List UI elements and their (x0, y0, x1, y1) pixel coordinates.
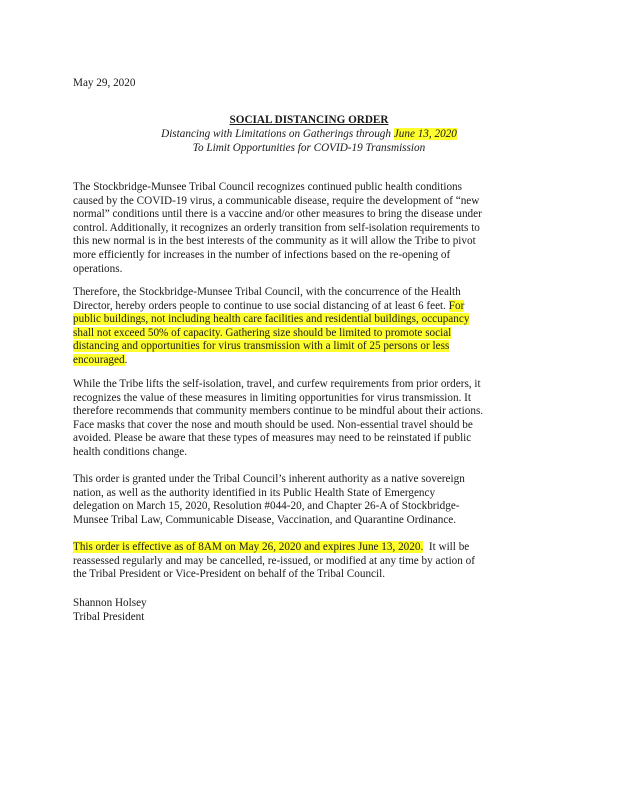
paragraph-line: The Stockbridge-Munsee Tribal Council recognizes continued public health conditions (73, 181, 462, 193)
title-block (73, 113, 545, 155)
paragraph-line: caused by the COVID-19 virus, a communicable disease, require the development of “new (73, 194, 480, 207)
paragraph-recommendations (73, 378, 548, 460)
paragraph-line (73, 541, 548, 555)
paragraph-line (73, 327, 548, 341)
paragraph-line: Therefore, the Stockbridge-Munsee Tribal Council, with the concurrence of the Health (73, 286, 461, 298)
paragraph-recognition (73, 181, 548, 276)
subtitle-line-1 (73, 127, 545, 141)
paragraph-line: health conditions change. (73, 445, 188, 458)
paragraph-line: Munsee Tribal Law, Communicable Disease, Vaccination, and Quarantine Ordinance. (73, 513, 457, 526)
subtitle-line-2: To Limit Opportunities for COVID-19 Transmission (192, 142, 426, 154)
paragraph-text: It will be (423, 541, 470, 553)
highlighted-text: distancing and opportunities for virus transmission with a limit of 25 persons or less (73, 340, 450, 353)
signatory-role: Tribal President (73, 611, 145, 623)
paragraph-line: reassessed regularly and may be cancelled, re-issued, or modified at any time by action of (73, 554, 475, 567)
paragraph-line: operations. (73, 262, 123, 275)
paragraph-line: therefore recommends that community members continue to be mindful about their actions. (73, 405, 484, 418)
paragraph-line: nation, as well as the authority identified in its Public Health State of Emergency (73, 486, 436, 499)
paragraph-line: This order is granted under the Tribal Council’s inherent authority as a native sovereign (73, 473, 465, 485)
subtitle-prefix: Distancing with Limitations on Gatherings through (161, 128, 394, 140)
paragraph-line: the Tribal President or Vice-President on behalf of the Tribal Council. (73, 568, 386, 581)
paragraph-line (73, 354, 548, 368)
paragraph-line: avoided. Please be aware that these types of measures may need to be reinstated if public (73, 432, 472, 445)
paragraph-line: this new normal is in the best interests of the community as it will allow the Tribe to pivot (73, 235, 476, 248)
paragraph-line: While the Tribe lifts the self-isolation, travel, and curfew requirements from prior orders, it (73, 378, 481, 390)
paragraph-text: Director, hereby orders people to continue to use social distancing of at least 6 feet. (73, 299, 449, 312)
paragraph-line: more efficiently for increases in the number of infections based on the re-opening of (73, 248, 451, 261)
highlighted-text: public buildings, not including health care facilities and residential buildings, occupancy (73, 313, 470, 326)
paragraph-line: Face masks that cover the nose and mouth should be used. Non-essential travel should be (73, 418, 473, 431)
paragraph-line: control. Additionally, it recognizes an orderly transition from self-isolation requirements to (73, 221, 480, 234)
paragraph-authority (73, 473, 548, 527)
paragraph-line (73, 313, 548, 327)
paragraph-line (73, 300, 548, 314)
paragraph-line: recognizes the value of these measures in limiting opportunities for virus transmission. It (73, 391, 472, 404)
subtitle-highlight-date: June 13, 2020 (393, 128, 457, 140)
paragraph-order (73, 286, 548, 368)
signature-block (73, 596, 147, 624)
paragraph-line: delegation on March 15, 2020, Resolution #044-20, and Chapter 26-A of Stockbridge- (73, 500, 460, 513)
paragraph-line (73, 340, 548, 354)
paragraph-text: . (124, 353, 128, 366)
highlighted-text: encouraged (73, 353, 125, 366)
paragraph-effective (73, 541, 548, 582)
highlighted-text: This order is effective as of 8AM on May 26, 2020 and expires June 13, 2020. (73, 541, 424, 553)
highlighted-text: For (448, 299, 465, 312)
paragraph-line: normal” conditions until there is a vaccine and/or other measures to bring the disease under (73, 208, 482, 221)
document-date: May 29, 2020 (73, 77, 136, 89)
signatory-name: Shannon Holsey (73, 597, 147, 609)
page-title: SOCIAL DISTANCING ORDER (229, 114, 389, 126)
highlighted-text: shall not exceed 50% of capacity. Gathering size should be limited to promote social (73, 326, 452, 339)
